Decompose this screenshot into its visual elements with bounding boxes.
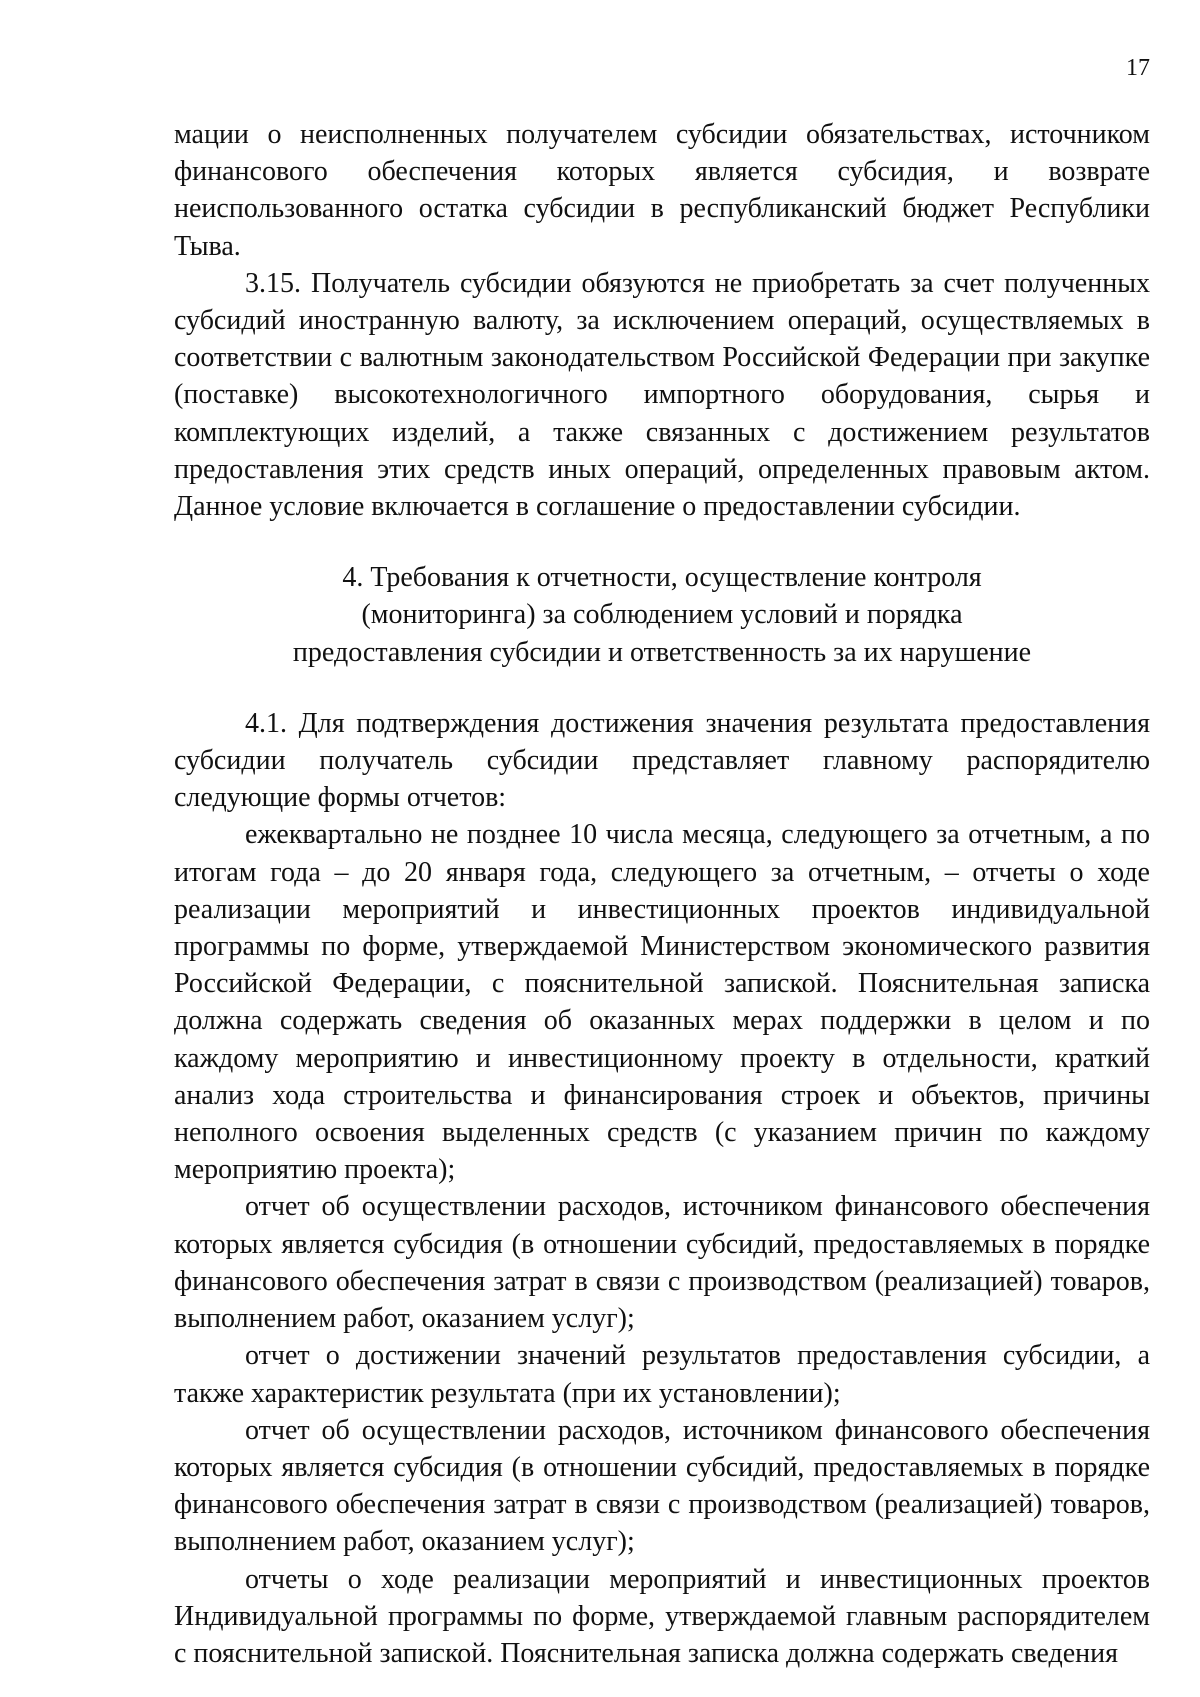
section-heading-line-1: 4. Требования к отчетности, осуществление контроля — [342, 562, 982, 594]
section-heading-line-3: предоставления субсидии и ответственность за их нарушение — [292, 636, 1032, 668]
paragraph-3-15: 3.15. Получатель субсидии обязуются не приобретать за счет полученных субсидий иностранную валюту, за исключением операций, осуществляемых в соответствии с валютным законодательством Российской Федерации при закупке (поставке) высокотехнологичного импортного оборудования, сырья и комплектующих изделий, а также связанных с достижением результатов предоставления этих средств иных операций, определенных правовым актом. Данное условие включается в соглашение о предоставлении субсидии. — [174, 267, 1150, 523]
page-number: 17 — [1126, 55, 1150, 81]
paragraph-expenses-report-2: отчет об осуществлении расходов, источником финансового обеспечения которых является субсидия (в отношении субсидий, предоставляемых в порядке финансового обеспечения затрат в связи с производством (реализацией) товаров, выполнением работ, оказанием услуг); — [174, 1414, 1150, 1558]
section-heading-line-2: (мониторинга) за соблюдением условий и порядка — [361, 599, 963, 631]
paragraph-continuation: мации о неисполненных получателем субсидии обязательствах, источником финансового обеспечения которых является субсидия, и возврате неиспользованного остатка субсидии в республиканский бюджет Республики Тыва. — [174, 119, 1150, 262]
section-heading-4 — [174, 559, 1150, 671]
paragraph-quarterly-reports: ежеквартально не позднее 10 числа месяца, следующего за отчетным, а по итогам года – до 20 января года, следующего за отчетным, – отчеты о ходе реализации мероприятий и инвестиционных проектов индивидуальной программы по форме, утверждаемой Министерством экономического развития Российской Федерации, с пояснительной запиской. Пояснительная записка должна содержать сведения об оказанных мерах поддержки в целом и по каждому мероприятию и инвестиционному проекту в отдельности, краткий анализ хода строительства и финансирования строек и объектов, причины неполного освоения выделенных средств (с указанием причин по каждому мероприятию проекта); — [174, 819, 1150, 1186]
paragraph-4-1: 4.1. Для подтверждения достижения значения результата предоставления субсидии получатель субсидии представляет главному распорядителю следующие формы отчетов: — [174, 707, 1150, 814]
paragraph-results-report: отчет о достижении значений результатов предоставления субсидии, а также характеристик результата (при их установлении); — [174, 1340, 1150, 1409]
document-body — [174, 116, 1150, 1672]
paragraph-expenses-report-1: отчет об осуществлении расходов, источником финансового обеспечения которых является субсидия (в отношении субсидий, предоставляемых в порядке финансового обеспечения затрат в связи с производством (реализацией) товаров, выполнением работ, оказанием услуг); — [174, 1191, 1150, 1335]
paragraph-progress-reports: отчеты о ходе реализации мероприятий и инвестиционных проектов Индивидуальной программы по форме, утверждаемой главным распорядителем с пояснительной запиской. Пояснительная записка должна содержать сведения — [174, 1563, 1150, 1669]
